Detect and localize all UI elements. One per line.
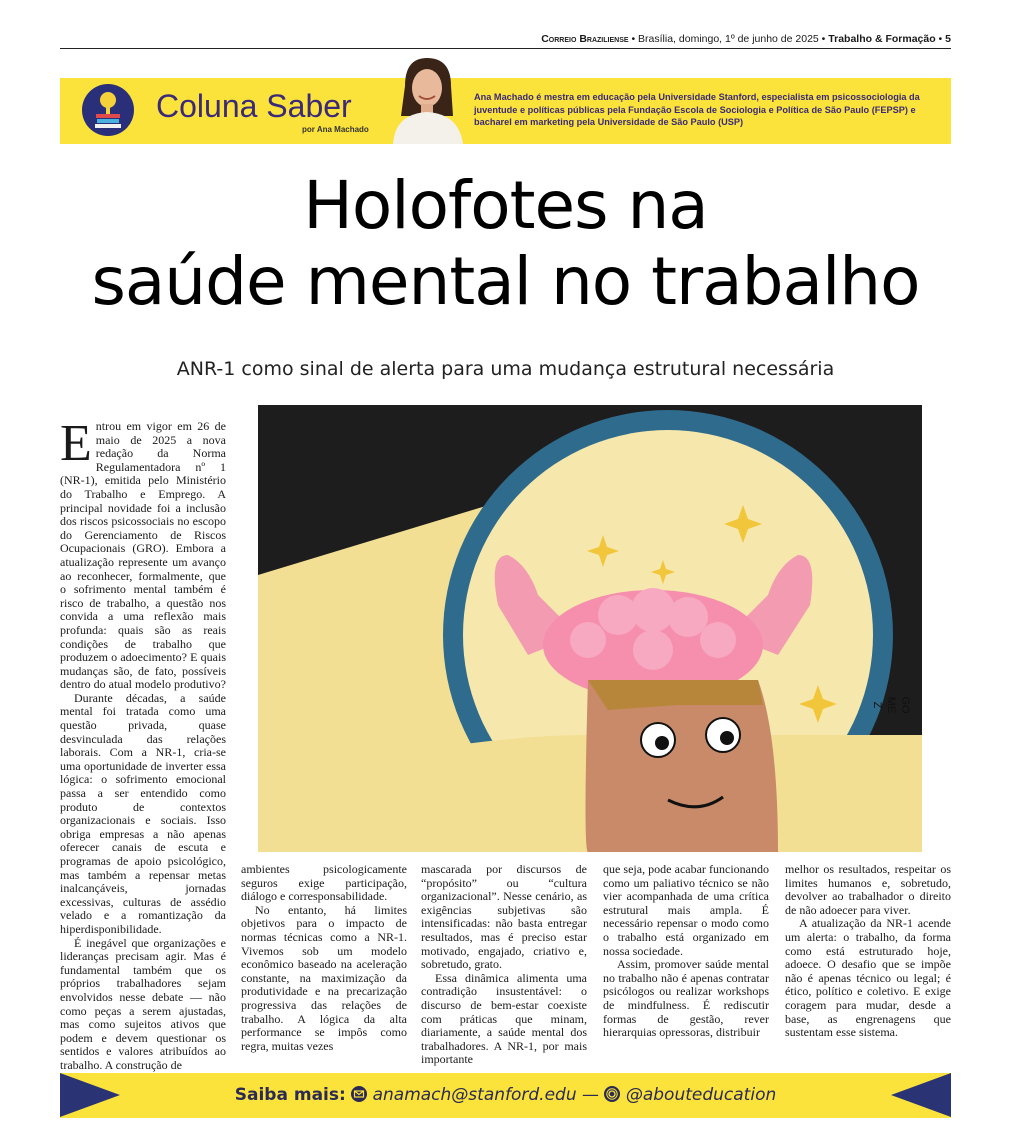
article-paragraph: A atualização da NR-1 acende um alerta: o trabalho, da forma como está estruturado hoje, adoece. O desafio que se impõe não é apenas técnico ou legal; é ético, político e coletivo. E exige coragem para mudar, desde a base, as engrenagens que sustentam esse sistema. bbox=[785, 916, 951, 1040]
column-banner bbox=[60, 78, 951, 144]
section-name: Trabalho & Formação bbox=[828, 33, 936, 45]
article-paragraph: que seja, pode acabar funcionando como um paliativo técnico se não vier acompanhada de uma crítica estrutural mais ampla. É necessário repensar o modo como o trabalho está organizado em nossa sociedade. bbox=[603, 862, 769, 958]
at-sign-icon bbox=[604, 1086, 620, 1102]
article-column-5 bbox=[785, 863, 951, 1040]
illustrator-signature: GOMEZ bbox=[871, 696, 911, 714]
drop-cap: E bbox=[60, 415, 92, 472]
article-paragraph: É inegável que organizações e lideranças precisam agir. Mas é fundamental também que os próprios trabalhadores sejam envolvidos nesse debate — não como peças a serem ajustadas, mas como sujeitos ativos que podem e devem questionar os sentidos e valores atribuídos ao trabalho. A construção de bbox=[60, 935, 226, 1072]
contact-footer bbox=[60, 1073, 951, 1118]
envelope-icon bbox=[351, 1086, 367, 1102]
column-byline: por Ana Machado bbox=[302, 125, 369, 134]
author-portrait bbox=[385, 56, 470, 144]
newspaper-name: Correio Braziliense bbox=[541, 33, 629, 45]
masthead-separator: • bbox=[628, 33, 639, 45]
contact-label: Saiba mais: bbox=[234, 1085, 346, 1105]
contact-email-link[interactable]: anamach@stanford.edu bbox=[372, 1085, 577, 1105]
column-name: Coluna Saber bbox=[156, 88, 352, 124]
article-illustration bbox=[258, 405, 922, 852]
article-column-1 bbox=[60, 415, 226, 1073]
headline-line-2: saúde mental no trabalho bbox=[91, 243, 920, 320]
article-paragraph: melhor os resultados, respeitar os limites humanos e, sobretudo, devolver ao trabalhador o direito de não adoecer para viver. bbox=[785, 862, 951, 917]
masthead-separator: • bbox=[935, 33, 946, 45]
article-subhead: ANR-1 como sinal de alerta para uma mudança estrutural necessária bbox=[176, 358, 835, 380]
article-headline bbox=[0, 168, 1011, 320]
dateline: Brasília, domingo, 1º de junho de 2025 bbox=[638, 33, 819, 45]
article-paragraph: Essa dinâmica alimenta uma contradição insustentável: o discurso de bem-estar coexiste com práticas que minam, diariamente, a saúde mental dos trabalhadores. A NR-1, por mais importante bbox=[421, 970, 587, 1067]
article-paragraph: ambientes psicologicamente seguros exige participação, diálogo e corresponsabilidade. bbox=[241, 862, 407, 904]
article-paragraph: Durante décadas, a saúde mental foi tratada como uma questão privada, quase desvinculada das relações laborais. Com a NR-1, cria-se uma oportunidade de inverter essa lógica: o sofrimento emocional passa a ser entendido como produto de contextos organizacionais e sociais. Isso obriga empresas a não apenas oferecer canais de escuta e programas de apoio psicológico, mas também a repensar metas inalcançáveis, jornadas excessivas, culturas de assédio velado e a romantização da hiperdisponibilidade. bbox=[60, 690, 226, 936]
article-paragraph: mascarada por discursos de “propósito” ou “cultura organizacional”. Nesse cenário, as exigências subjetivas são intensificadas: não basta entregar resultados, mas é preciso estar motivado, engajado, criativo e, sobretudo, grato. bbox=[421, 862, 587, 972]
column-logo-icon bbox=[82, 84, 134, 136]
contact-separator: — bbox=[576, 1085, 605, 1105]
page-number: 5 bbox=[945, 33, 951, 45]
masthead-separator: • bbox=[818, 33, 829, 45]
headline-line-1: Holofotes na bbox=[303, 167, 708, 244]
author-bio: Ana Machado é mestra em educação pela Universidade Stanford, especialista em psicossociologia da juventude e políticas públicas pela Fundação Escola de Sociologia e Política de São Paulo (FEPSP) e bacharel em marketing pela Universidade de São Paulo (USP) bbox=[474, 92, 920, 127]
article-column-2 bbox=[241, 863, 407, 1053]
article-column-4 bbox=[603, 863, 769, 1040]
article-column-3 bbox=[421, 863, 587, 1067]
article-paragraph: Assim, promover saúde mental no trabalho não é apenas contratar psicólogos ou realizar workshops de mindfulness. É rediscutir formas de gestão, rever hierarquias opressoras, distribuir bbox=[603, 957, 769, 1040]
article-paragraph: No entanto, há limites objetivos para o impacto de normas técnicas como a NR-1. Vivemos sob um modelo econômico baseado na aceleração constante, na maximização da produtividade e na precarização progressiva das relações de trabalho. A lógica da alta performance se impôs como regra, muitas vezes bbox=[241, 902, 407, 1053]
social-handle-link[interactable]: @abouteducation bbox=[625, 1085, 777, 1105]
contact-line bbox=[60, 1085, 951, 1105]
article-paragraph: ntrou em vigor em 26 de maio de 2025 a nova redação da Norma Regulamentadora nº 1 (NR-1), emitida pelo Ministério do Trabalho e Emprego. A principal novidade foi a inclusão dos riscos psicossociais no escopo do Gerenciamento de Riscos Ocupacionais (GRO). Embora a atualização represente um avanço ao reconhecer, formalmente, que o sofrimento mental também é risco de trabalho, a questão nos convida a uma reflexão mais profunda: quais são as reais condições de trabalho que produzem o adoecimento? E quais mudanças são, de fato, possíveis dentro do atual modelo produtivo? bbox=[60, 419, 226, 692]
masthead bbox=[60, 32, 951, 49]
